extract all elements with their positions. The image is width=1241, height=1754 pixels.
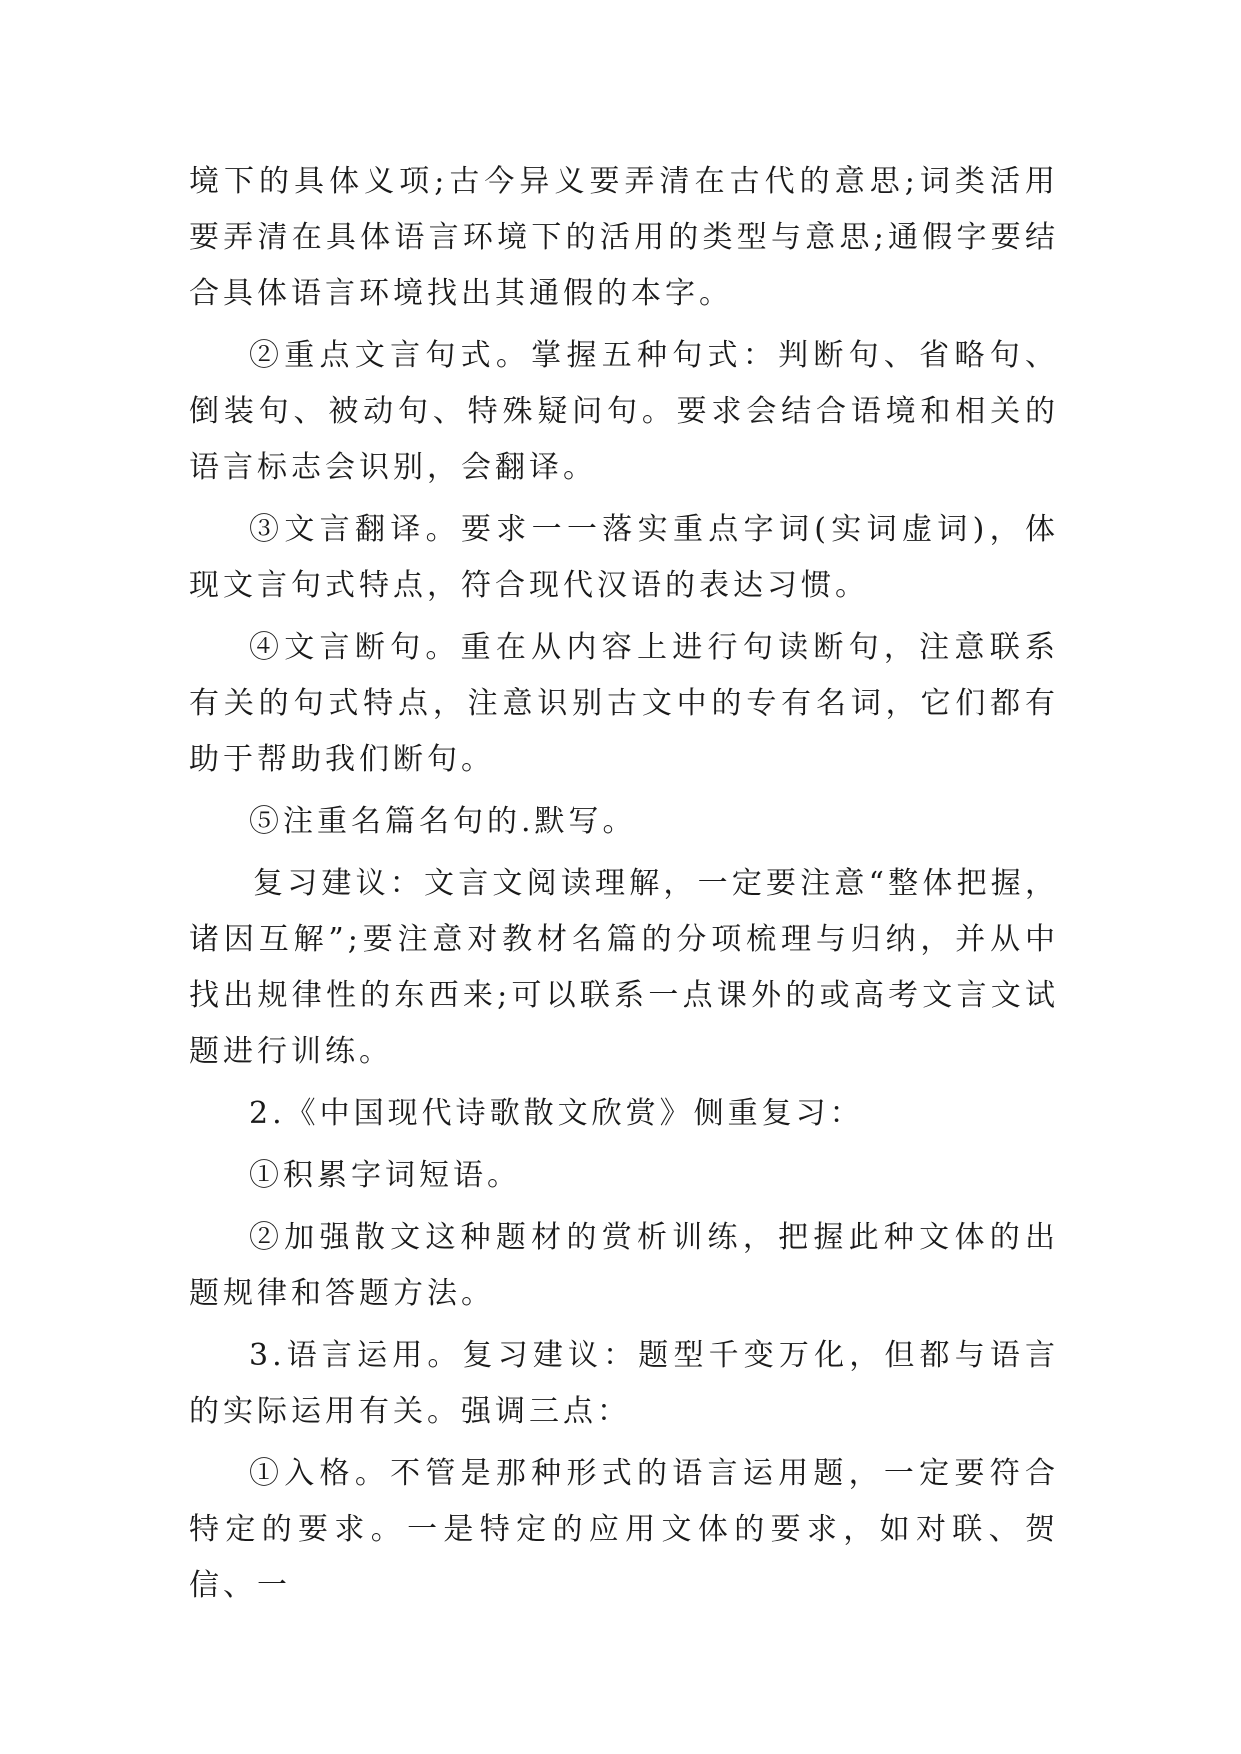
paragraph-continuation: 境下的具体义项;古今异义要弄清在古代的意思;词类活用要弄清在具体语言环境下的活用的类型与意思;通假字要结合具体语言环境找出其通假的本字。 [189,164,1059,311]
paragraph-modern-poetry-heading: 2.《中国现代诗歌散文欣赏》侧重复习： [249,1096,864,1131]
document-body [189,154,1059,1620]
paragraph-review-advice: 复习建议：文言文阅读理解，一定要注意“整体把握，诸因互解”;要注意对教材名篇的分项梳理与归纳，并从中找出规律性的东西来;可以联系一点课外的或高考文言文试题进行训练。 [189,866,1059,1069]
paragraph-vocabulary: ①积累字词短语。 [249,1158,521,1193]
paragraph-prose-analysis: ②加强散文这种题材的赏析训练，把握此种文体的出题规律和答题方法。 [189,1220,1059,1311]
paragraph-sentence-breaking: ④文言断句。重在从内容上进行句读断句，注意联系有关的句式特点，注意识别古文中的专有名词，它们都有助于帮助我们断句。 [189,630,1059,777]
paragraph-format-requirements: ①入格。不管是那种形式的语言运用题，一定要符合特定的要求。一是特定的应用文体的要求，如对联、贺信、一 [189,1456,1059,1603]
paragraph-dictation: ⑤注重名篇名句的.默写。 [249,804,637,839]
paragraph-sentence-patterns: ②重点文言句式。掌握五种句式：判断句、省略句、倒装句、被动句、特殊疑问句。要求会结合语境和相关的语言标志会识别，会翻译。 [189,338,1059,485]
paragraph-language-use: 3.语言运用。复习建议：题型千变万化，但都与语言的实际运用有关。强调三点： [189,1338,1059,1429]
paragraph-translation: ③文言翻译。要求一一落实重点字词(实词虚词)，体现文言句式特点，符合现代汉语的表达习惯。 [189,512,1059,603]
